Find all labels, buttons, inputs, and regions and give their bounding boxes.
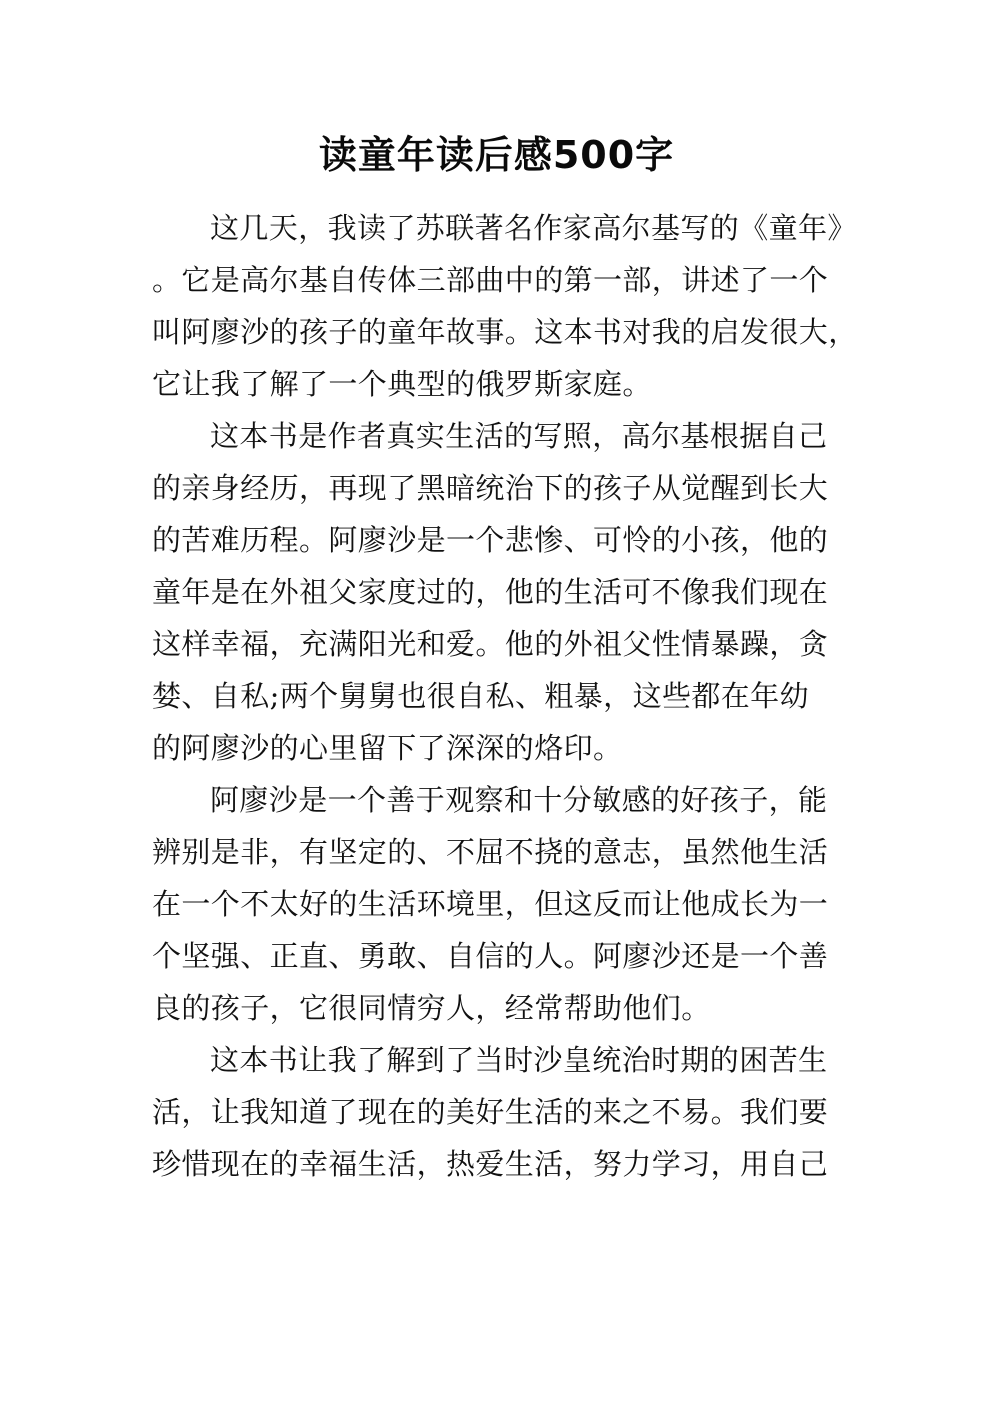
paragraph-line: 在一个不太好的生活环境里，但这反而让他成长为一	[152, 887, 829, 921]
paragraph-line: 它让我了解了一个典型的俄罗斯家庭。	[152, 367, 652, 401]
paragraph-line: 活，让我知道了现在的美好生活的来之不易。我们要	[152, 1095, 829, 1129]
paragraph-line: 良的孩子，它很同情穷人，经常帮助他们。	[152, 991, 711, 1025]
paragraph-line: 的阿廖沙的心里留下了深深的烙印。	[152, 731, 623, 765]
paragraph-2	[152, 410, 852, 774]
paragraph-line: 这本书让我了解到了当时沙皇统治时期的困苦生	[210, 1043, 828, 1077]
paragraph-line: 。它是高尔基自传体三部曲中的第一部，讲述了一个	[152, 263, 829, 297]
paragraph-line: 的亲身经历，再现了黑暗统治下的孩子从觉醒到长大	[152, 471, 829, 505]
paragraph-line: 这几天，我读了苏联著名作家高尔基写的《童年》	[210, 211, 857, 245]
paragraph-3	[152, 774, 852, 1034]
paragraph-line: 这本书是作者真实生活的写照，高尔基根据自己	[210, 419, 828, 453]
paragraph-1	[152, 202, 858, 410]
document-body	[152, 202, 858, 1190]
paragraph-line: 的苦难历程。阿廖沙是一个悲惨、可怜的小孩，他的	[152, 523, 829, 557]
paragraph-line: 叫阿廖沙的孩子的童年故事。这本书对我的启发很大，	[152, 315, 858, 349]
paragraph-line: 阿廖沙是一个善于观察和十分敏感的好孩子，能	[210, 783, 828, 817]
paragraph-4	[152, 1034, 852, 1190]
paragraph-line: 婪、自私;两个舅舅也很自私、粗暴，这些都在年幼	[152, 679, 809, 713]
document-title: 读童年读后感500字	[318, 133, 675, 177]
paragraph-line: 个坚强、正直、勇敢、自信的人。阿廖沙还是一个善	[152, 939, 829, 973]
paragraph-line: 辨别是非，有坚定的、不屈不挠的意志，虽然他生活	[152, 835, 829, 869]
paragraph-line: 童年是在外祖父家度过的，他的生活可不像我们现在	[152, 575, 829, 609]
paragraph-line: 这样幸福，充满阳光和爱。他的外祖父性情暴躁，贪	[152, 627, 829, 661]
paragraph-line: 珍惜现在的幸福生活，热爱生活，努力学习，用自己	[152, 1147, 829, 1181]
